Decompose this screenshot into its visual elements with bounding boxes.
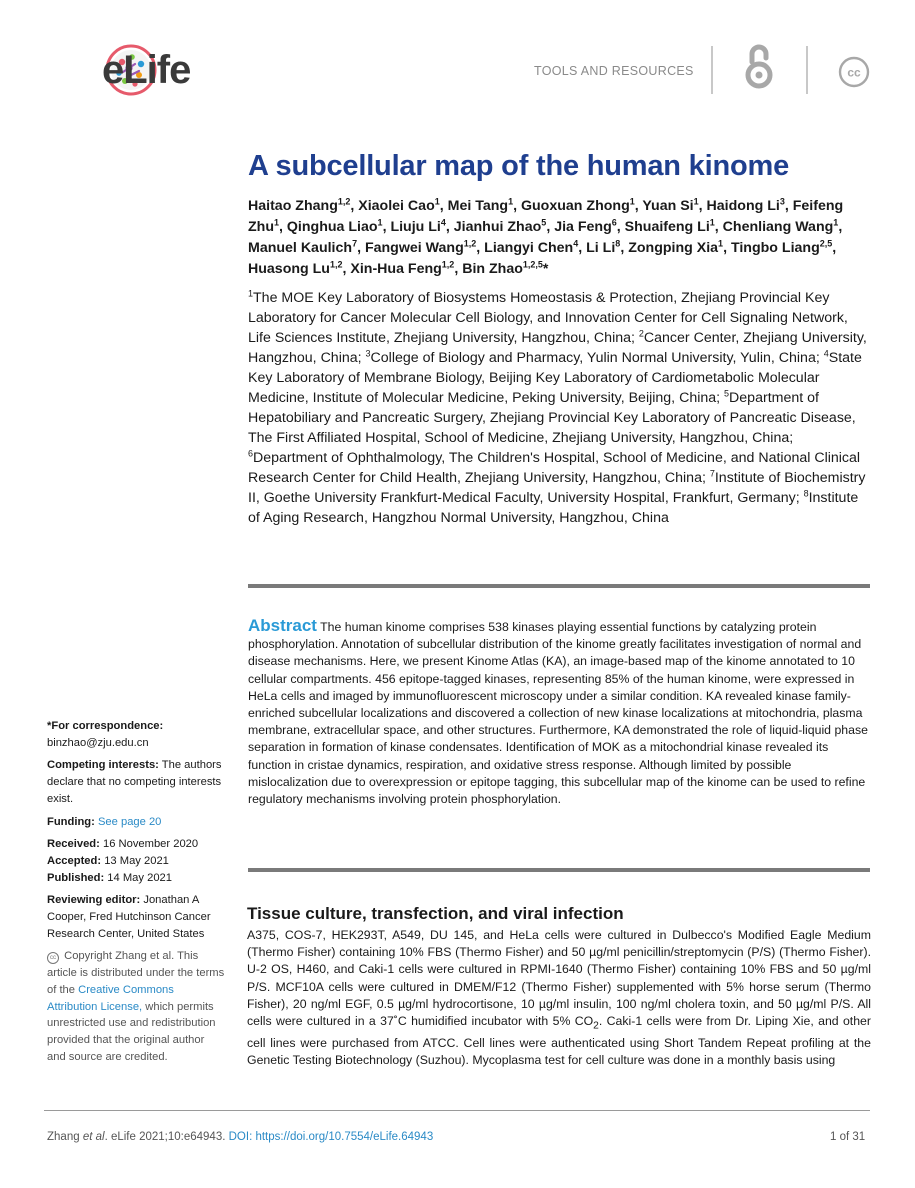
copyright-text-tail: which permits unrestricted use and redistribution provided that the original author and source are credited. [47, 1000, 216, 1063]
received-date: 16 November 2020 [102, 838, 199, 851]
copyright-text: Copyright Zhang et al. This article is distributed under the terms of the [47, 950, 225, 996]
abstract-heading: Abstract [248, 616, 317, 635]
received-label: Received: [47, 838, 100, 851]
abstract [248, 617, 870, 808]
creative-commons-icon[interactable] [838, 56, 870, 88]
open-access-icon [742, 44, 776, 90]
author-list: Haitao Zhang$^{1,2}$, Xiaolei Cao$^1$, Mei Tang$^1$, Guoxuan Zhong$^1$, Yuan Si$^1$, Haidong Li$^3$, Feifeng Zhu$^1$, Qinghua Liao$^1$, Liuju Li$^4$, Jianhui Zhao$^5$, Jia Feng$^6$, Shuaifeng Li$^1$, Chenliang Wang$^1$, Manuel Kaulich$^7$, Fangwei Wang$^{1,2}$, Liangyi Chen$^4$, Li Li$^8$, Zongping Xia$^1$, Tingbo Liang$^{2,5}$, Huasong Lu$^{1,2}$, Xin-Hua Feng$^{1,2}$, Bin Zhao$^{1,2,5}$* [248, 196, 844, 277]
funding-link[interactable]: See page 20 [97, 815, 162, 828]
competing-interests-label: Competing interests: [47, 759, 159, 772]
section-divider [248, 584, 870, 588]
elife-wordmark: eLife [102, 48, 191, 92]
published-date: 14 May 2021 [107, 871, 172, 884]
competing-interests-text: The authors declare that no competing interests exist. [47, 759, 222, 805]
abstract-text: The human kinome comprises 538 kinases playing essential functions by catalyzing protein phosphorylation. Annotation of subcellular distribution of the kinome greatly facilitates investigation of normal and disease mechanisms. Here, we present Kinome Atlas (KA), an image-based map of the kinome annotated to 10 cellular compartments. 456 epitope-tagged kinases, representing 85% of the human kinome, were expressed in HeLa cells and imaged by immunofluorescent microscopy under a similar condition. KA revealed kinase family-enriched subcellular localizations and discovered a collection of new kinase localizations at mitochondria, plasma membrane, extracellular space, and other structures. Furthermore, KA demonstrated the role of liquid-liquid phase separation in formation of kinase condensates. Identification of MOK as a mitochondrial kinase revealed its function in cristae dynamics, respiration, and oxidative stress response. Although limited by possible mislocalization due to overexpression or epitope tagging, this subcellular map of the kinome can be used to refine regulatory mechanisms involving protein phosphorylation. [248, 620, 868, 807]
section-heading: Tissue culture, transfection, and viral infection [247, 904, 624, 923]
article-info-sidebar [47, 718, 225, 1071]
header-divider [806, 46, 808, 94]
correspondence-email[interactable]: binzhao@zju.edu.cn [47, 736, 149, 749]
dates-block [47, 836, 225, 886]
reviewing-editor-text: Jonathan A Cooper, Fred Hutchinson Cancer Research Center, United States [47, 894, 211, 940]
competing-interests-block [47, 757, 225, 807]
citation-text: Zhang et al. eLife 2021;10:e64943. [47, 1131, 226, 1143]
footer-divider [44, 1110, 870, 1111]
reviewing-editor-block [47, 892, 225, 942]
cc-license-link[interactable]: Creative Commons Attribution License, [47, 983, 174, 1013]
doi-link[interactable]: https://doi.org/10.7554/eLife.64943 [255, 1131, 434, 1143]
correspondence-block [47, 718, 225, 751]
reviewing-editor-label: Reviewing editor: [47, 894, 141, 907]
correspondence-label: *For correspondence: [47, 720, 164, 732]
section-divider [248, 868, 870, 872]
cc-small-icon: cc [47, 952, 59, 964]
footer-citation [47, 1131, 433, 1143]
affiliation-list: $^1$The MOE Key Laboratory of Biosystems Homeostasis & Protection, Zhejiang Provincial Key Laboratory for Cancer Molecular Cell Biology, and Innovation Center for Cell Signaling Network, Life Sciences Institute, Zhejiang University, Hangzhou, China; $^2$Cancer Center, Zhejiang University, Hangzhou, China; $^3$College of Biology and Pharmacy, Yulin Normal University, Yulin, China; $^4$State Key Laboratory of Membrane Biology, Beijing Key Laboratory of Cardiometabolic Molecular Medicine, Institute of Molecular Medicine, Peking University, Beijing, China; $^5$Department of Hepatobiliary and Pancreatic Surgery, Zhejiang Provincial Key Laboratory of Pancreatic Disease, The First Affiliated Hospital, School of Medicine, Zhejiang University, Hangzhou, China; $^6$Department of Ophthalmology, The Children's Hospital, School of Medicine, and National Clinical Research Center for Child Health, Zhejiang University, Hangzhou, China; $^7$Institute of Biochemistry II, Goethe University Frankfurt-Medical Faculty, University Hospital, Frankfurt, Germany; $^8$Institute of Aging Research, Hangzhou Normal University, Hangzhou, China [248, 288, 867, 526]
published-label: Published: [47, 871, 105, 884]
accepted-date: 13 May 2021 [104, 854, 169, 867]
copyright-block [47, 948, 225, 1065]
body-paragraph: A375, COS-7, HEK293T, A549, DU 145, and HeLa cells were cultured in Dulbecco's Modified Eagle Medium (Thermo Fisher) containing 10% FBS (Thermo Fisher) and 50 µg/ml penicillin/streptomycin (P/S) (Thermo Fisher). U-2 OS, H460, and Caki-1 cells were cultured in RPMI-1640 (Thermo Fisher) containing 10% FBS and 50 µg/ml P/S. MCF10A cells were cultured in DMEM/F12 (Thermo Fisher) supplemented with 5% horse serum (Thermo Fisher), 20 ng/ml EGF, 0.5 µg/ml hydrocortisone, 10 µg/ml insulin, 100 ng/ml cholera toxin, and 50 µg/ml P/S. All cells were cultured in a 37˚C humidified incubator with 5% $CO_2$. Caki-1 cells were from Dr. Liping Xie, and other cell lines were purchased from ATCC. Cell lines were authenticated using Short Tandem Repeat profiling at the Genetic Testing Biotechnology (Suzhou). Mycoplasma test for cell culture was done in a monthly basis using [247, 928, 871, 1067]
svg-text:cc: cc [847, 65, 861, 80]
funding-block [47, 814, 225, 831]
header-divider [711, 46, 713, 94]
accepted-label: Accepted: [47, 854, 102, 867]
funding-label: Funding: [47, 815, 95, 828]
article-type-label: TOOLS AND RESOURCES [534, 64, 694, 78]
page-number: 1 of 31 [830, 1131, 866, 1143]
article-title: A subcellular map of the human kinome [248, 150, 790, 182]
doi-label[interactable]: DOI: [228, 1131, 253, 1143]
